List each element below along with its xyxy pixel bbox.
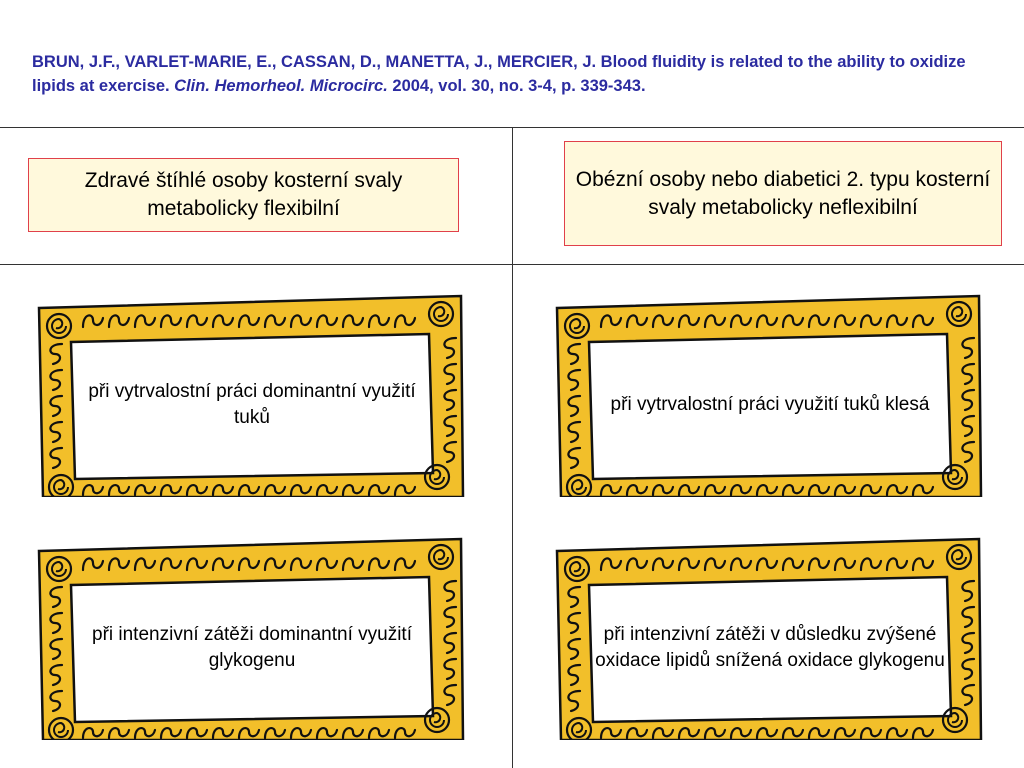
citation-journal: Clin. Hemorheol. Microcirc. <box>174 77 388 95</box>
left-column-header <box>28 158 459 232</box>
card-left-bottom-text: při intenzivní zátěži dominantní využití glykogenu <box>92 624 412 671</box>
card-right-top <box>555 294 983 497</box>
column-divider <box>512 127 513 768</box>
card-left-top-text: při vytrvalostní práci dominantní využití tuků <box>88 381 416 428</box>
citation-volume: 2004, vol. 30, no. 3-4, p. 339-343. <box>387 77 646 95</box>
citation-text <box>32 50 992 98</box>
card-left-bottom <box>37 537 465 740</box>
card-right-top-text: při vytrvalostní práci využití tuků klesá <box>610 394 930 415</box>
left-header-text: Zdravé štíhlé osoby kosterní svaly metabolicky flexibilní <box>84 169 403 220</box>
card-right-bottom-text: při intenzivní zátěži v důsledku zvýšené oxidace lipidů snížená oxidace glykogenu <box>595 624 945 671</box>
right-column-header <box>564 141 1002 246</box>
card-right-bottom <box>555 537 983 740</box>
card-left-top <box>37 294 465 497</box>
right-header-text: Obézní osoby nebo diabetici 2. typu kosterní svaly metabolicky neflexibilní <box>575 167 991 219</box>
citation-authors-title: BRUN, J.F., VARLET-MARIE, E., CASSAN, D., MANETTA, J., MERCIER, J. Blood fluidity is related to the ability to oxidize lipids at exercise. <box>32 53 966 95</box>
